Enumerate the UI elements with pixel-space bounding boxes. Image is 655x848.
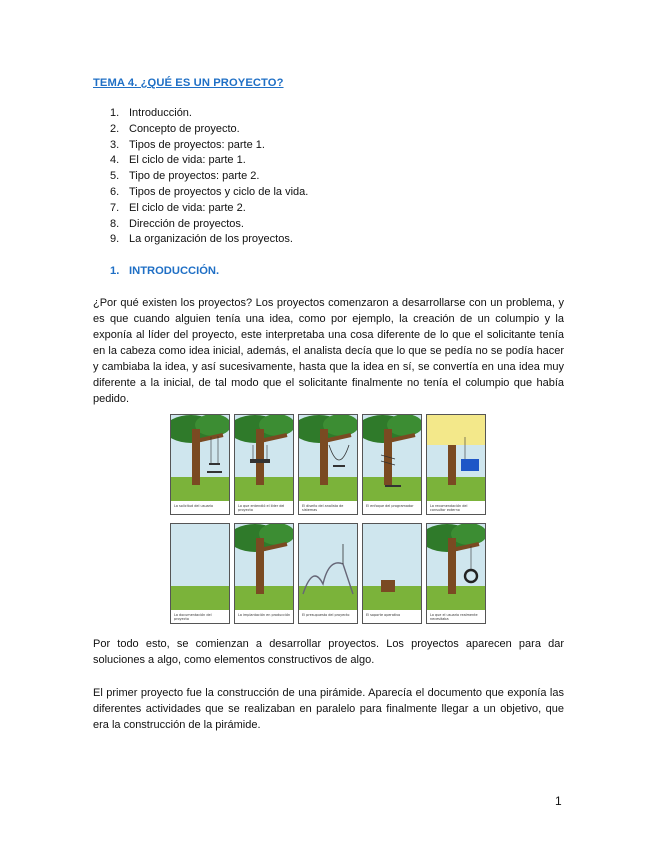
toc-item: 6. Tipos de proyectos y ciclo de la vida. [110, 185, 309, 198]
comic-illustration [171, 415, 229, 503]
paragraph: El primer proyecto fue la construcción de una pirámide. Aparecía el documento que exponía las diferentes actividades que se realizaban en paralelo para finalmente llegar a un objetivo, que era la construcción de la pirámide. [93, 687, 564, 731]
comic-illustration [235, 415, 293, 503]
toc-item: 2. Concepto de proyecto. [110, 122, 240, 135]
panel-caption: La recomendación del consultor externo [430, 504, 468, 512]
comic-panel [362, 523, 422, 624]
toc-item: 9. La organización de los proyectos. [110, 233, 293, 246]
panel-caption: Lo que el usuario realmente necesitaba [430, 613, 478, 621]
panel-caption: El enfoque del programador [366, 504, 414, 508]
toc-item: 3. Tipos de proyectos: parte 1. [110, 138, 265, 151]
toc-item: 8. Dirección de proyectos. [110, 217, 244, 230]
page-number: 1 [555, 794, 562, 808]
comic-panel [170, 414, 230, 515]
toc-item: 5. Tipo de proyectos: parte 2. [110, 170, 260, 183]
comic-panel [426, 414, 486, 515]
toc-item: 1. Introducción. [110, 107, 192, 119]
toc-item: 4. El ciclo de vida: parte 1. [110, 154, 246, 167]
paragraph: ¿Por qué existen los proyectos? Los proyectos comenzaron a desarrollarse con un problema, y es que cuando alguien tenía una idea, como por ejemplo, la creación de un columpio y la exponía al líder del proyecto, este interpretaba una cosa diferente de lo que el solicitante tenía en la cabeza como idea inicial, además, el analista decía que lo que se pedía no se podía hacer y cambiaba la idea, y así sucesivamente, hasta que la idea en sí, se convertía en una idea muy diferente a la inicial, de tal modo que el solicitante finalmente no tenía el columpio que había pedido. [93, 297, 564, 405]
panel-caption: La solicitud del usuario [174, 504, 214, 508]
table-of-contents [110, 106, 308, 248]
section-heading: 1. INTRODUCCIÓN. [110, 265, 220, 277]
tree-swing-comic [170, 414, 486, 624]
panel-caption: El presupuesto del proyecto [302, 613, 350, 617]
comic-panel [362, 414, 422, 515]
comic-panel [234, 523, 294, 624]
panel-caption: El diseño del analista de sistemas [302, 504, 344, 512]
comic-panel [234, 414, 294, 515]
panel-caption: La implantación en producción [238, 613, 291, 617]
comic-illustration [427, 415, 485, 503]
comic-panel [170, 523, 230, 624]
comic-illustration [235, 524, 293, 612]
comic-panel [426, 523, 486, 624]
comic-illustration [363, 524, 421, 612]
paragraph: Por todo esto, se comienzan a desarrollar proyectos. Los proyectos aparecen para dar soluciones a algo, como elementos constructivos de algo. [93, 638, 564, 666]
panel-caption: Lo que entendió el líder del proyecto [238, 504, 285, 512]
comic-illustration [363, 415, 421, 503]
toc-item: 7. El ciclo de vida: parte 2. [110, 201, 246, 214]
panel-caption: La documentación del proyecto [174, 613, 212, 621]
comic-illustration [299, 415, 357, 503]
comic-illustration [427, 524, 485, 612]
comic-panel [298, 523, 358, 624]
comic-illustration [299, 524, 357, 612]
comic-panel [298, 414, 358, 515]
document-title: TEMA 4. ¿QUÉ ES UN PROYECTO? [93, 77, 284, 89]
comic-illustration [171, 524, 229, 612]
panel-caption: El soporte operativo [366, 613, 401, 617]
